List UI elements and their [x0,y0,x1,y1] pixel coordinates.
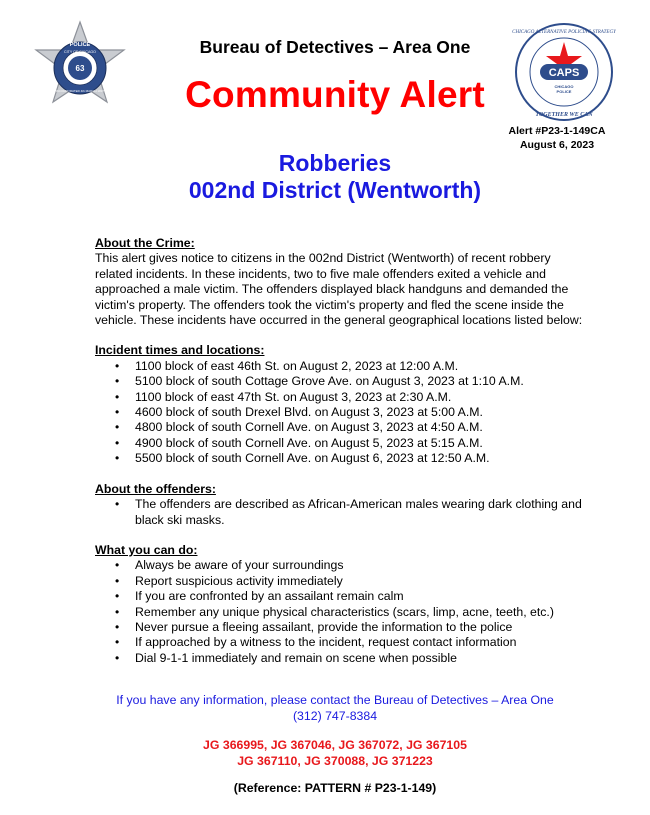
contact-phone: (312) 747-8384 [292,708,378,723]
list-item: • Always be aware of your surroundings [135,558,585,573]
case-numbers-line1: JG 366995, JG 367046, JG 367072, JG 367105 [203,738,467,752]
headline [0,150,650,204]
case-numbers-line2: JG 367110, JG 370088, JG 371223 [237,753,433,768]
case-numbers [0,738,650,769]
list-item: • Dial 9-1-1 immediately and remain on scene when possible [135,651,585,666]
svg-text:CHICAGO ALTERNATIVE POLICING S: CHICAGO ALTERNATIVE POLICING STRATEGY [512,30,616,35]
list-item: • Never pursue a fleeing assailant, provide the information to the police [135,620,585,635]
alert-number: Alert #P23-1-149CA [508,125,606,137]
list-item: • 5100 block of south Cottage Grove Ave. on August 3, 2023 at 1:10 A.M. [135,374,585,389]
about-crime-section [95,236,585,328]
svg-text:INCORPORATED 4th MARCH 1837: INCORPORATED 4th MARCH 1837 [55,89,105,93]
contact-line: If you have any information, please contact the Bureau of Detectives – Area One [116,693,554,707]
about-crime-title: About the Crime: [95,236,195,250]
bureau-name: Bureau of Detectives – Area One [199,37,471,57]
svg-text:POLICE: POLICE [556,89,572,94]
list-item: • 5500 block of south Cornell Ave. on August 6, 2023 at 12:50 A.M. [135,451,585,466]
caps-logo-icon [512,20,616,124]
alert-number-block [502,124,612,152]
svg-text:POLICE: POLICE [69,42,91,48]
list-item: • 4600 block of south Drexel Blvd. on August 3, 2023 at 5:00 A.M. [135,405,585,420]
list-item: • Report suspicious activity immediately [135,574,585,589]
list-item: • The offenders are described as African-American males wearing dark clothing and black ski masks. [135,497,585,528]
incidents-section [95,343,585,466]
what-to-do-title: What you can do: [95,542,198,557]
alert-body [95,236,585,681]
headline-district: 002nd District (Wentworth) [188,177,482,203]
page-title: Community Alert [185,74,485,115]
list-item: • Remember any unique physical characteristics (scars, limp, acne, teeth, etc.) [135,605,585,620]
svg-text:TOGETHER WE CAN: TOGETHER WE CAN [535,112,593,118]
headline-crime: Robberies [278,150,392,176]
list-item: • 4900 block of south Cornell Ave. on August 5, 2023 at 5:15 A.M. [135,436,585,451]
svg-text:CITY OF CHICAGO: CITY OF CHICAGO [64,50,96,54]
what-to-do-list [95,558,585,666]
svg-text:CAPS: CAPS [548,67,580,79]
offenders-section [95,482,585,528]
incidents-list [95,359,585,467]
svg-text:63: 63 [75,64,85,73]
offenders-title: About the offenders: [95,481,216,496]
contact-info [0,693,650,724]
what-to-do-section [95,543,585,666]
incidents-title: Incident times and locations: [95,343,265,358]
list-item: • 1100 block of east 46th St. on August 2, 2023 at 12:00 A.M. [135,359,585,374]
pattern-reference: (Reference: PATTERN # P23-1-149) [233,781,437,795]
list-item: • If you are confronted by an assailant remain calm [135,589,585,604]
list-item: • 1100 block of east 47th St. on August 3, 2023 at 2:30 A.M. [135,390,585,405]
about-crime-text: This alert gives notice to citizens in the 002nd District (Wentworth) of recent robbery related incidents. In these incidents, two to five male offenders exited a vehicle and approached a male victim. The offenders displayed black handguns and demanded the victim's property. The offenders took the victim's property and fled the scene inside the vehicle. These incidents have occurred in the general geographical locations listed below: [95,251,583,328]
list-item: • If approached by a witness to the incident, request contact information [135,635,585,650]
svg-text:CHICAGO: CHICAGO [554,84,574,89]
list-item: • 4800 block of south Cornell Ave. on August 3, 2023 at 4:50 A.M. [135,420,585,435]
offenders-list [95,497,585,528]
alert-date: August 6, 2023 [519,139,595,151]
